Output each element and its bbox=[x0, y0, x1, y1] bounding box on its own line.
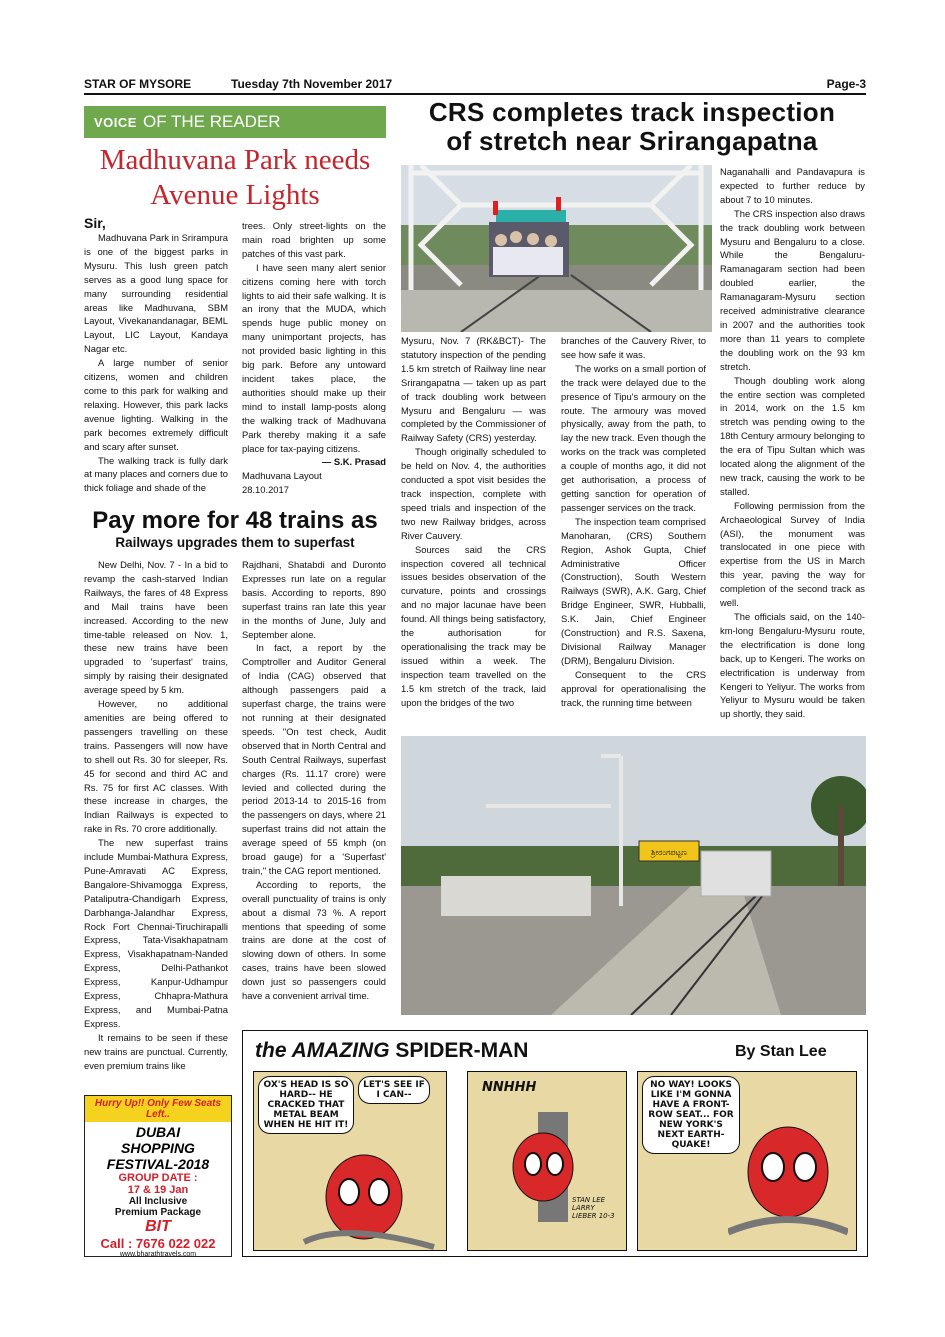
letter-column-1 bbox=[84, 215, 228, 495]
crs-column-2 bbox=[561, 334, 706, 709]
trains-column-1 bbox=[84, 558, 228, 1073]
crs-paragraph: The inspection team comprised Manoharan, (CRS) Southern Region, Ashok Gupta, Chief Administrative Officer (Construction), South Western Railways (SWR), A.K. Garg, Chief Bridge Engineer, SWR, Hubballi, S.K. Jain, Chief Engineer (Construction) and R.S. Saxena, Divisional Railway Manager (DRM), Bengaluru Division. bbox=[561, 515, 706, 666]
masthead-rule bbox=[84, 93, 866, 95]
station-board-text: ಶ್ರೀರಂಗಪಟ್ಟಣ bbox=[651, 848, 687, 857]
comic-title-spiderman: SPIDER-MAN bbox=[395, 1039, 529, 1062]
panel1-right-bubble: LET'S SEE IF I CAN-- bbox=[358, 1076, 430, 1104]
trains-paragraph: According to reports, the overall punctuality of trains is only about a dismal 73 %. A report mentions that speeding of some trains are done at the cost of slowing down of others. In some cases, trains have been slowed down just so passengers could have a convenient arrival time. bbox=[242, 878, 386, 1002]
trains-paragraph: In fact, a report by the Comptroller and Auditor General of India (CAG) observed that although passengers paid a superfast charge, the trains were not running at their designated speeds. "On test check, Audit observed that in North Central and South Central Railways, superfast charges (Rs. 11.17 crore) were levied and collected during the period 2013-14 to 2015-16 from the passengers on days, where 21 superfast trains did not attain the average speed of 55 kmph (on broad gauge) for a 'Superfast' train," the CAG report mentioned. bbox=[242, 642, 386, 876]
trains-paragraph: However, no additional amenities are being offered to passengers travelling on these trains. Passengers will now have to shell out Rs. 30 for sleeper, Rs. 45 for second and third AC and Rs. 75 for first AC classes. With these increase in charges, the Indian Railways is expected to rake in Rs. 70 crore additionally. bbox=[84, 698, 228, 835]
crs-headline-line-2: of stretch near Srirangapatna bbox=[446, 126, 818, 156]
trains-headline: Pay more for 48 trains as bbox=[92, 507, 378, 534]
letter-paragraph: The walking track is fully dark at many places and corners due to thick foliage and shade of the bbox=[84, 454, 228, 494]
trains-paragraph: It remains to be seen if these new trains are punctual. Currently, even premium trains like bbox=[84, 1031, 228, 1071]
comic-title bbox=[255, 1039, 528, 1063]
comic-panel-3 bbox=[637, 1071, 857, 1251]
travel-advertisement bbox=[84, 1095, 232, 1257]
trains-paragraph: New Delhi, Nov. 7 - In a bid to revamp the cash-starved Indian Railways, the fares of 48 Express and Mail trains have been increased. According to the new time-table released on Nov. 1, these new trains have been upgraded to 'superfast' trains, simply by raising their designated average speed by 5 km. bbox=[84, 559, 228, 696]
voice-tag-rest: OF THE READER bbox=[142, 112, 281, 131]
ad-shopping: SHOPPING bbox=[121, 1140, 195, 1156]
letter-paragraph: I have seen many alert senior citizens coming here with torch lights to aid their safe walking. It is an irony that the MUDA, which spends huge public money on many unimportant projects, has not provided basic lighting in this big park. Before any untoward incident takes place, the authorities should make up their mind to install lamp-posts along the walking track of Madhuvana Park thereby making it a safe place for tax-paying citizens. bbox=[242, 261, 386, 454]
crs-paragraph: The officials said, on the 140-km-long Bengaluru-Mysuru route, the electrification is done long back, up to Kengeri. The works on electrification is underway from Kengeri to Yeliyur. The works from Yeliyur to Mysuru would be taken up shortly, they said. bbox=[720, 611, 865, 720]
ad-brand-logo: BIT bbox=[145, 1218, 171, 1235]
crs-column-1 bbox=[401, 334, 546, 709]
page-number: Page-3 bbox=[826, 77, 866, 91]
crs-paragraph: Mysuru, Nov. 7 (RK&BCT)- The statutory inspection of the pending 1.5 km stretch of Railway line near Srirangapatna — taken up as part of track doubling work between Mysuru and Bengaluru — was completed by the Commissioner of Railway Safety (CRS) yesterday. bbox=[401, 335, 546, 444]
bridge-inspection-photo bbox=[401, 165, 712, 332]
crs-paragraph: Sources said the CRS inspection covered all technical issues besides observation of the curvature, points and crossings and no major lacunae have been found. All things being satisfactory, the authorisation for operationalising the track may be issued within a week. The inspection team travelled on the 1.5 km stretch of the track, laid upon the bridges of the two bbox=[401, 543, 546, 708]
crs-paragraph: Consequent to the CRS approval for operationalising the track, the running time between bbox=[561, 668, 706, 708]
station-photo bbox=[401, 736, 866, 1015]
trains-paragraph: The new superfast trains include Mumbai-Mathura Express, Pune-Amravati AC Express, Bangalore-Shivamogga Express, Pataliputra-Chandigarh Express, Darbhanga-Jalandhar Express, Rock Fort Chennai-Tiruchirapalli Express, Tata-Visakhapatnam Express, Visakhapatnam-Nanded Express, Delhi-Pathankot Express, Kanpur-Udhampur Express, Chhapra-Mathura Express, and Mumbai-Patna Express. bbox=[84, 837, 228, 1029]
crs-paragraph: Naganahalli and Pandavapura is expected to further reduce by about 7 to 10 minutes. bbox=[720, 166, 865, 205]
spiderman-figure-1 bbox=[294, 1142, 444, 1251]
letter-paragraph: Madhuvana Park in Srirampura is one of the biggest parks in Mysuru. This lush green patch serves as a good lung space for many surrounding residential areas like Madhuvana, SBM Layout, Vivekanandanagar, BEML Layout, LIC Layout, Kandaya Nagar etc. bbox=[84, 232, 228, 355]
letter-sig-date: 28.10.2017 bbox=[242, 484, 289, 496]
ad-url: www.bharathtravels.com bbox=[119, 1251, 197, 1258]
trains-subheadline: Railways upgrades them to superfast bbox=[115, 535, 355, 550]
letter-paragraph: trees. Only street-lights on the main road brighten up some patches of this vast park. bbox=[242, 220, 386, 259]
panel2-sound-effect: NNHHH bbox=[482, 1080, 537, 1095]
letter-headline: Madhuvana Park needs Avenue Lights bbox=[99, 144, 371, 211]
comic-title-amazing: AMAZING bbox=[291, 1039, 390, 1062]
paper-name: STAR OF MYSORE bbox=[84, 77, 192, 91]
crs-paragraph: The CRS inspection also draws the track doubling work between Mysuru and Bengaluru to a close. While the Bengaluru-Ramanagaram section had been doubled earlier, the Ramanagaram-Mysuru section received administrative clearance in 2007 and the authorities took more than 11 years to complete the doubling work on the 93 km stretch. bbox=[720, 207, 865, 372]
crs-paragraph: Following permission from the Archaeological Survey of India (ASI), the monument was translocated in one piece with expertise from the US in March this year, paving the way for completion of the second track as well. bbox=[720, 499, 865, 609]
crs-column-3 bbox=[720, 165, 865, 721]
letter-paragraph: A large number of senior citizens, women and children come to this park for walking and relaxing. However, this park lacks avenue lighting. Walking in the park becomes extremely difficult and scary after sunset. bbox=[84, 357, 228, 452]
crs-paragraph: The works on a small portion of the track were delayed due to the presence of Tipu's armoury on the route. The armoury was moved physically, away from the path, to lay the new track. Even though the works on the track was completed a couple of months ago, it did not get authorisation, a process of getting sanction for operation of passenger services on the track. bbox=[561, 362, 706, 513]
letter-column-2 bbox=[242, 219, 386, 497]
crs-headline-line-1: CRS completes track inspection bbox=[428, 97, 836, 127]
ad-dubai: DUBAI bbox=[135, 1124, 181, 1140]
crs-paragraph: branches of the Cauvery River, to see how safe it was. bbox=[561, 335, 706, 360]
trains-paragraph: Rajdhani, Shatabdi and Duronto Expresses run late on a regular basis. According to reports, 890 superfast trains ran late this year in the months of June, July and September alone. bbox=[242, 559, 386, 640]
spiderman-figure-3 bbox=[728, 1112, 848, 1242]
voice-tag-bold: VOICE bbox=[94, 115, 137, 130]
ad-dates: 17 & 19 Jan bbox=[127, 1184, 189, 1196]
comic-byline: By Stan Lee bbox=[735, 1043, 827, 1060]
trains-column-2 bbox=[242, 558, 386, 1003]
ad-group-date: GROUP DATE : bbox=[118, 1172, 198, 1184]
letter-signature: — S.K. Prasad bbox=[321, 456, 386, 468]
ad-hurry: Hurry Up!! Only Few Seats Left.. bbox=[85, 1096, 231, 1122]
panel2-credit: STAN LEE LARRY LIEBER 10-3 bbox=[572, 1196, 615, 1220]
crs-paragraph: Though doubling work along the entire section was completed in 2014, work on the 1.5 km stretch was pending owing to the 18th Century armoury belonging to the era of Tipu Sultan which was located along the alignment of the new track, causing the work to be stalled. bbox=[720, 374, 865, 497]
letter-sig-place: Madhuvana Layout bbox=[242, 470, 322, 482]
ad-package: Premium Package bbox=[114, 1207, 202, 1218]
ad-inclusive: All Inclusive bbox=[128, 1196, 188, 1207]
crs-paragraph: Though originally scheduled to be held on Nov. 4, the authorities conducted a spot visit besides the track inspection, complete with speed trials and inspection of the two new Railway bridges, across River Cauvery. bbox=[401, 446, 546, 541]
ad-festival: FESTIVAL-2018 bbox=[106, 1156, 210, 1172]
letter-salutation: Sir, bbox=[84, 215, 106, 231]
voice-of-reader-banner bbox=[84, 106, 386, 138]
ad-phone: Call : 7676 022 022 bbox=[100, 1236, 216, 1251]
crs-headline bbox=[398, 98, 866, 156]
issue-date: Tuesday 7th November 2017 bbox=[231, 77, 393, 91]
panel1-left-bubble: OX'S HEAD IS SO HARD-- HE CRACKED THAT METAL BEAM WHEN HE HIT IT! bbox=[258, 1076, 354, 1134]
comic-panel-1 bbox=[253, 1071, 447, 1251]
panel3-bubble: NO WAY! LOOKS LIKE I'M GONNA HAVE A FRONT-ROW SEAT... FOR NEW YORK'S NEXT EARTH-QUAKE! bbox=[642, 1076, 740, 1154]
comic-title-the: the bbox=[255, 1039, 287, 1062]
comic-panel-2 bbox=[467, 1071, 627, 1251]
comic-strip bbox=[242, 1030, 868, 1257]
